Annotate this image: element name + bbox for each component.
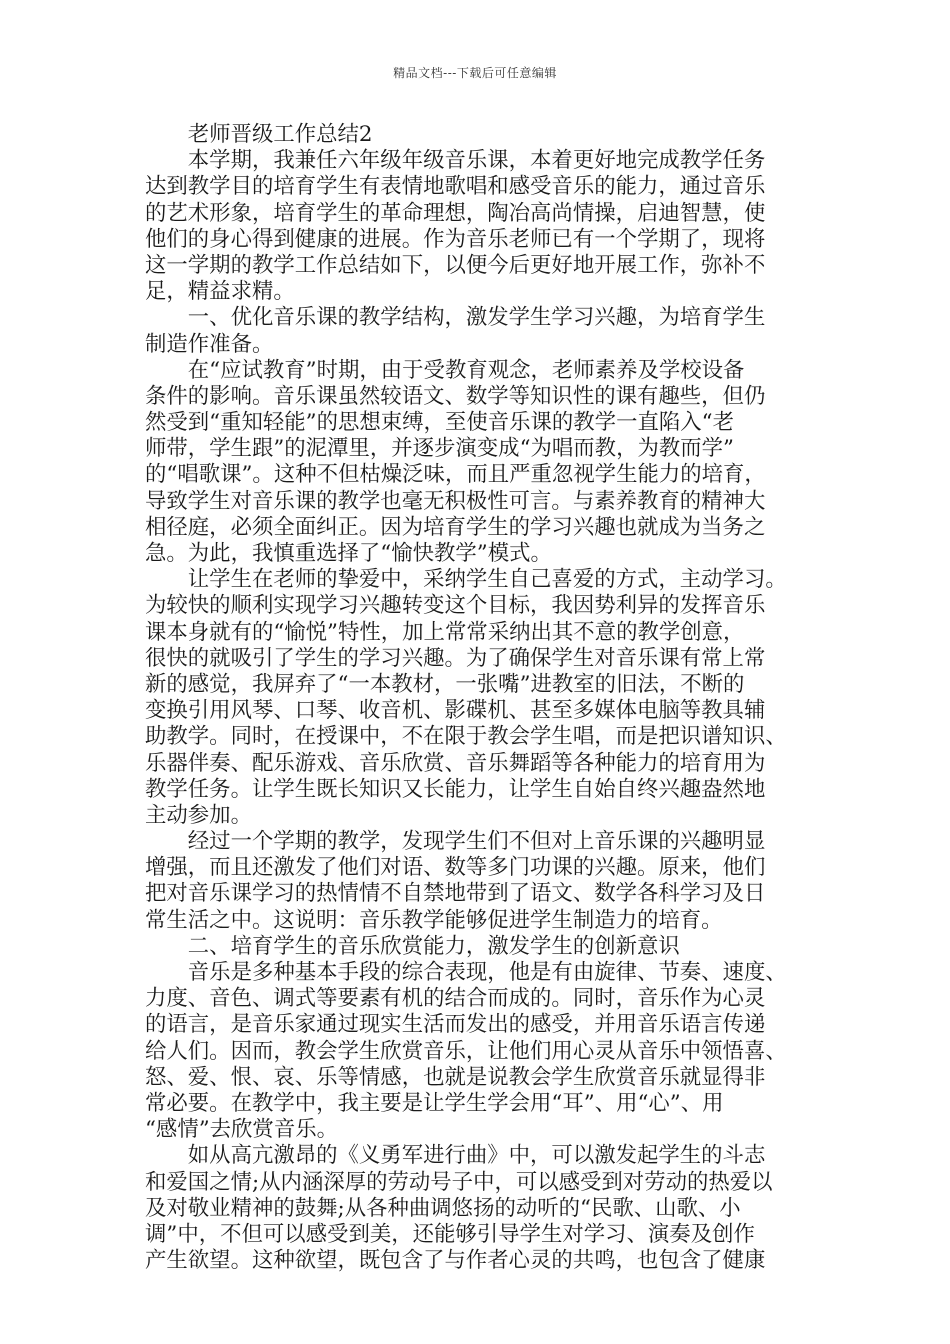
text-line: 达到教学目的培育学生有表情地歌唱和感受音乐的能力，通过音乐	[145, 174, 766, 200]
text-line: 如从高亢激昂的《义勇军进行曲》中，可以激发起学生的斗志	[145, 1143, 766, 1169]
text-line: 增强，而且还激发了他们对语、数等多门功课的兴趣。原来，他们	[145, 855, 766, 881]
text-line: 足，精益求精。	[145, 279, 295, 305]
text-line: 师带，学生跟”的泥潭里，并逐步演变成“为唱而教，为教而学”	[145, 436, 734, 462]
text-line: 助教学。同时，在授课中，不在限于教会学生唱，而是把识谱知识、	[145, 724, 787, 750]
text-line: 教学任务。让学生既长知识又长能力，让学生自始自终兴趣盎然地	[145, 776, 766, 802]
text-line: 本学期，我兼任六年级年级音乐课，本着更好地完成教学任务	[145, 148, 766, 174]
text-line: 他们的身心得到健康的进展。作为音乐老师已有一个学期了，现将	[145, 226, 766, 252]
text-line: 条件的影响。音乐课虽然较语文、数学等知识性的课有趣些，但仍	[145, 383, 766, 409]
text-line: 导致学生对音乐课的教学也毫无积极性可言。与素养教育的精神大	[145, 488, 766, 514]
text-line: 相径庭，必须全面纠正。因为培育学生的学习兴趣也就成为当务之	[145, 514, 766, 540]
text-line: 产生欲望。这种欲望，既包含了与作者心灵的共鸣，也包含了健康	[145, 1248, 766, 1274]
document-title: 老师晋级工作总结2	[145, 122, 373, 147]
text-line: 然受到“重知轻能”的思想束缚，至使音乐课的教学一直陷入“老	[145, 410, 734, 436]
text-line: 把对音乐课学习的热情情不自禁地带到了语文、数学各科学习及日	[145, 881, 766, 907]
text-line: 和爱国之情;从内涵深厚的劳动号子中，可以感受到对劳动的热爱以	[145, 1169, 773, 1195]
text-line: 急。为此，我慎重选择了“愉快教学”模式。	[145, 541, 552, 566]
text-line: 的艺术形象，培育学生的革命理想，陶冶高尚情操，启迪智慧，使	[145, 200, 766, 226]
text-line: 一、优化音乐课的教学结构，激发学生学习兴趣，为培育学生	[145, 305, 766, 331]
text-line: 常必要。在教学中，我主要是让学生学会用“耳”、用“心”、用	[145, 1090, 724, 1116]
text-line: 制造作准备。	[145, 331, 274, 357]
text-line: 常生活之中。这说明：音乐教学能够促进学生制造力的培育。	[145, 907, 723, 933]
text-line: 主动参加。	[145, 802, 252, 828]
text-line: 及对敬业精神的鼓舞;从各种曲调悠扬的动听的“民歌、山歌、小	[145, 1195, 741, 1221]
text-line: 经过一个学期的教学，发现学生们不但对上音乐课的兴趣明显	[145, 829, 766, 855]
text-line: 为较快的顺利实现学习兴趣转变这个目标，我因势利异的发挥音乐	[145, 593, 766, 619]
text-line: 给人们。因而，教会学生欣赏音乐，让他们用心灵从音乐中领悟喜、	[145, 1038, 787, 1064]
text-line: 的“唱歌课”。这种不但枯燥泛味，而且严重忽视学生能力的培育，	[145, 462, 766, 488]
text-line: 变换引用风琴、口琴、收音机、影碟机、甚至多媒体电脑等教具辅	[145, 698, 766, 724]
text-line: 乐器伴奏、配乐游戏、音乐欣赏、音乐舞蹈等各种能力的培育用为	[145, 750, 766, 776]
text-line: 新的感觉，我屏弃了“一本教材，一张嘴”进教室的旧法，不断的	[145, 671, 745, 697]
text-line: 二、培育学生的音乐欣赏能力，激发学生的创新意识	[145, 933, 680, 959]
text-line: 调”中，不但可以感受到美，还能够引导学生对学习、演奏及创作	[145, 1221, 755, 1247]
text-line: 让学生在老师的挚爱中，采纳学生自己喜爱的方式，主动学习。	[145, 567, 787, 593]
text-line: 的语言，是音乐家通过现实生活而发出的感受，并用音乐语言传递	[145, 1012, 766, 1038]
text-line: “感情”去欣赏音乐。	[145, 1117, 338, 1143]
text-line: 怒、爱、恨、哀、乐等情感，也就是说教会学生欣赏音乐就显得非	[145, 1064, 766, 1090]
text-line: 课本身就有的“愉悦”特性，加上常常采纳出其不意的教学创意，	[145, 619, 745, 645]
text-line: 很快的就吸引了学生的学习兴趣。为了确保学生对音乐课有常上常	[145, 645, 766, 671]
document-body	[145, 122, 812, 1274]
text-line: 音乐是多种基本手段的综合表现，他是有由旋律、节奏、速度、	[145, 960, 787, 985]
text-line: 这一学期的教学工作总结如下，以便今后更好地开展工作，弥补不	[145, 252, 766, 278]
text-line: 力度、音色、调式等要素有机的结合而成的。同时，音乐作为心灵	[145, 986, 766, 1012]
page-header: 精品文档---下载后可任意编辑	[393, 66, 557, 80]
text-line: 在“应试教育”时期，由于受教育观念，老师素养及学校设备	[145, 357, 745, 383]
